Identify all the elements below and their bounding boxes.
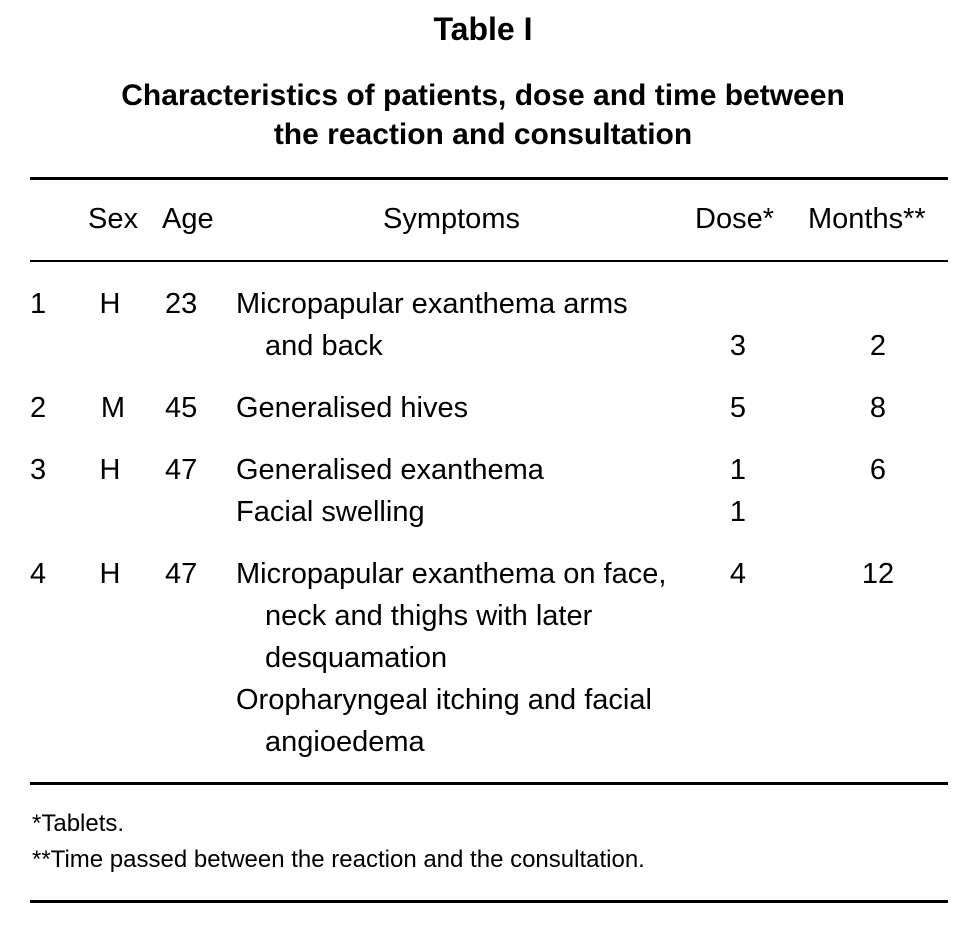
bottom-rule (30, 782, 948, 785)
row-2-number: 2 (30, 392, 47, 424)
row-4-number: 4 (30, 558, 47, 590)
header-months: Months** (808, 203, 926, 235)
header-dose: Dose* (695, 203, 774, 235)
row-4-symptom-line-3: desquamation (265, 642, 448, 674)
row-1-sex: H (99, 288, 121, 320)
row-4-symptom-line-4: Oropharyngeal itching and facial (236, 684, 652, 716)
row-4-symptom-line-1: Micropapular exanthema on face, (236, 558, 667, 590)
row-1-number: 1 (30, 288, 47, 320)
table-label: Table I (433, 11, 533, 47)
row-3-age: 47 (165, 454, 198, 486)
row-2-months: 8 (869, 392, 887, 424)
row-2-sex: M (100, 392, 126, 424)
header-sex: Sex (88, 203, 138, 235)
row-4-symptom-line-5: angioedema (265, 726, 425, 758)
row-4-dose: 4 (729, 558, 747, 590)
row-2-age: 45 (165, 392, 198, 424)
row-1-dose: 3 (729, 330, 747, 362)
row-3-symptom-line-2: Facial swelling (236, 496, 425, 528)
row-3-dose-1: 1 (729, 454, 747, 486)
row-3-dose-2: 1 (729, 496, 747, 528)
row-4-age: 47 (165, 558, 198, 590)
row-2-symptom-line-1: Generalised hives (236, 392, 469, 424)
row-3-sex: H (99, 454, 121, 486)
row-3-symptom-line-1: Generalised exanthema (236, 454, 544, 486)
header-age: Age (162, 203, 214, 235)
footnote-months: **Time passed between the reaction and the consultation. (32, 846, 645, 873)
row-4-sex: H (99, 558, 121, 590)
row-1-age: 23 (165, 288, 198, 320)
caption-line-2: the reaction and consultation (273, 118, 693, 151)
header-symptoms: Symptoms (383, 203, 520, 235)
row-2-dose: 5 (729, 392, 747, 424)
header-rule (30, 260, 948, 262)
row-1-months: 2 (869, 330, 887, 362)
row-1-symptom-line-2: and back (265, 330, 383, 362)
row-3-number: 3 (30, 454, 47, 486)
caption-line-1: Characteristics of patients, dose and time between (121, 79, 845, 112)
row-4-months: 12 (861, 558, 895, 590)
end-rule (30, 900, 948, 903)
row-1-symptom-line-1: Micropapular exanthema arms (236, 288, 628, 320)
row-4-symptom-line-2: neck and thighs with later (265, 600, 593, 632)
top-rule (30, 177, 948, 180)
footnote-dose: *Tablets. (32, 810, 125, 837)
row-3-months: 6 (869, 454, 887, 486)
